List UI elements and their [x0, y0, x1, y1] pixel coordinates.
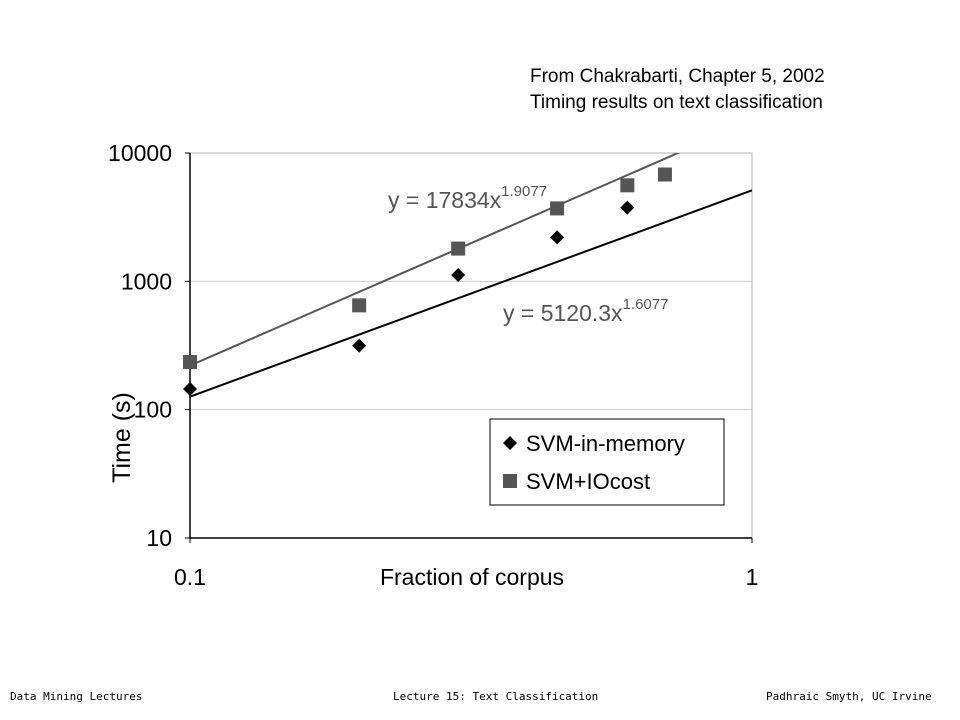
- y-tick-label: 1000: [120, 268, 172, 295]
- y-tick-label: 10: [146, 525, 172, 551]
- footer: [0, 690, 960, 710]
- x-tick-label: 1: [745, 564, 759, 590]
- fit-equation-exponent: 1.9077: [501, 183, 548, 200]
- data-point-svm-iocost: [183, 355, 197, 369]
- data-point-svm-iocost: [658, 167, 672, 181]
- footer-course: Data Mining Lectures: [10, 690, 143, 703]
- footer-lecture: Lecture 15: Text Classification: [393, 690, 599, 703]
- data-point-svm-in-memory: [451, 268, 465, 282]
- fit-equation-base: y = 5120.3x: [503, 300, 623, 326]
- fit-line-svm-in-memory: [190, 190, 752, 396]
- y-axis-title: Time (s): [108, 392, 136, 483]
- data-point-svm-iocost: [550, 201, 564, 215]
- data-point-svm-iocost: [451, 242, 465, 256]
- fit-equation-label: [503, 296, 668, 326]
- legend-label: SVM-in-memory: [526, 431, 685, 456]
- source-note-line-1: From Chakrabarti, Chapter 5, 2002: [530, 66, 825, 87]
- data-point-svm-in-memory: [620, 201, 634, 215]
- footer-author: Padhraic Smyth, UC Irvine: [766, 690, 932, 703]
- data-point-svm-in-memory: [550, 230, 564, 244]
- data-point-svm-in-memory: [352, 339, 366, 353]
- fit-lines: [190, 121, 752, 397]
- source-note-line-2: Timing results on text classification: [530, 92, 823, 113]
- x-axis-title: Fraction of corpus: [379, 564, 565, 590]
- data-point-svm-iocost: [352, 298, 366, 312]
- data-point-svm-iocost: [620, 178, 634, 192]
- fit-equation-exponent: 1.6077: [622, 296, 669, 313]
- fit-line-svm-iocost: [190, 121, 752, 366]
- legend-label: SVM+IOcost: [526, 469, 651, 494]
- y-tick-label: 100: [133, 396, 172, 423]
- fit-equation-label: [388, 183, 547, 213]
- y-tick-label: 10000: [108, 140, 172, 166]
- fit-equation-base: y = 17834x: [388, 187, 502, 213]
- x-tick-label: 0.1: [174, 564, 206, 590]
- legend-marker: [503, 474, 517, 488]
